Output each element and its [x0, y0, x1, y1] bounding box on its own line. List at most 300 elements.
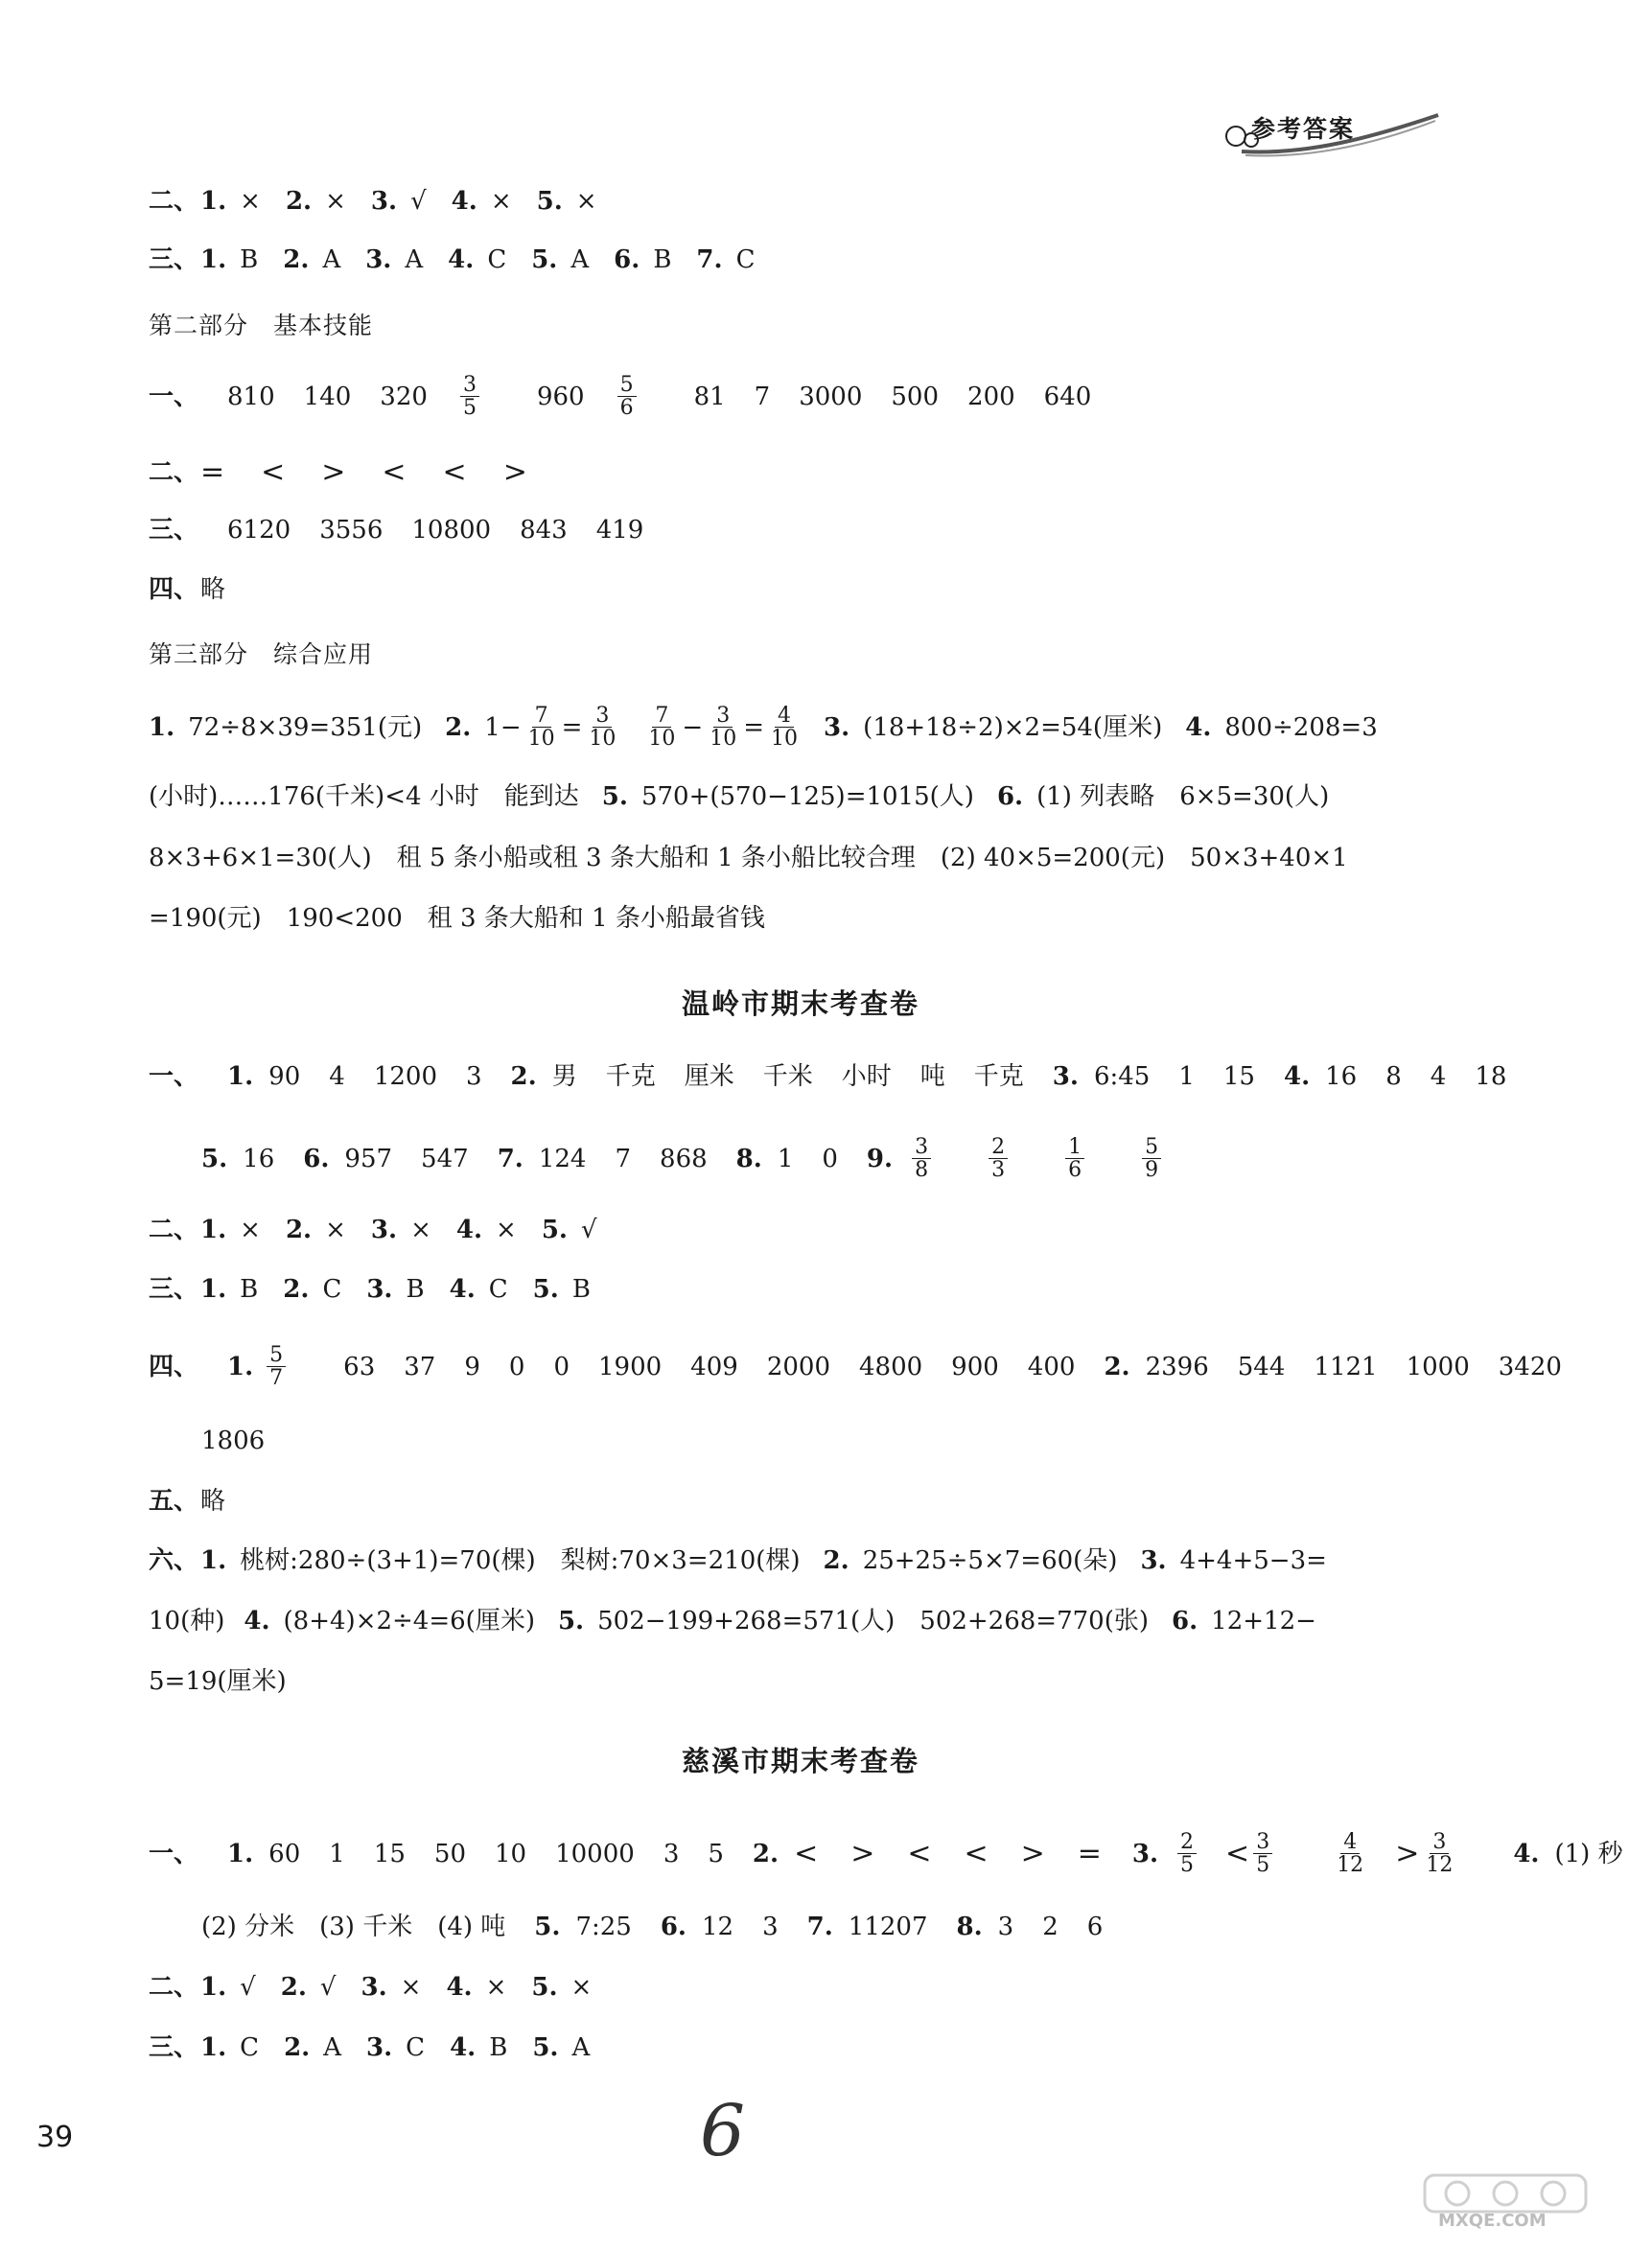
answer-text: 7 — [754, 382, 771, 411]
fraction — [1334, 1831, 1395, 1876]
answer-text: 810 — [227, 382, 275, 411]
answer-text: A — [323, 2033, 342, 2062]
answer-text: 1121 — [1314, 1352, 1378, 1381]
wenling-si-row1 — [149, 1344, 1591, 1389]
section-title-wenling: 温岭市期末考查卷 — [681, 987, 919, 1020]
answer-text: 4. — [446, 1973, 473, 2002]
wenling-liu-row2 — [149, 1609, 1316, 1634]
answer-text: 3. — [1052, 1062, 1079, 1091]
answer-text: 3 — [593, 705, 612, 728]
answer-text: 千克 — [973, 1062, 1024, 1091]
answer-text: 12+12− — [1211, 1607, 1316, 1635]
answer-text: B — [406, 1275, 425, 1304]
answer-text: 10(种) — [149, 1607, 225, 1635]
answer-text: 3556 — [319, 516, 384, 545]
answer-text: 3 — [713, 705, 733, 728]
answer-item — [696, 247, 755, 272]
answer-text: 9. — [866, 1144, 894, 1173]
answer-text: 5 — [1142, 1136, 1161, 1159]
answer-text: 6 — [1086, 1913, 1104, 1941]
answer-text: 16 — [1325, 1062, 1358, 1091]
answer-text: 547 — [421, 1144, 469, 1173]
part3-line3 — [149, 846, 1348, 870]
answer-item — [200, 1277, 258, 1302]
answer-text: 10 — [648, 727, 676, 752]
answer-item — [200, 189, 261, 214]
part3-line1 — [149, 705, 1378, 750]
answer-item — [365, 247, 423, 272]
answer-text: 二、 — [149, 1216, 199, 1244]
section-title-cixi: 慈溪市期末考查卷 — [681, 1745, 919, 1777]
answer-text: 12 — [1426, 1853, 1454, 1878]
part3-line4 — [149, 906, 765, 931]
answer-text: 4. — [1283, 1062, 1311, 1091]
answer-text: 2. — [752, 1839, 779, 1868]
answer-text: 7 — [615, 1144, 632, 1173]
answer-text: 63 — [343, 1352, 376, 1381]
answer-item — [542, 1218, 597, 1242]
answer-text: 略 — [200, 1487, 226, 1516]
answer-text: 6. — [660, 1913, 686, 1941]
answer-text: 4. — [1185, 712, 1212, 742]
answer-text: 409 — [690, 1352, 738, 1381]
wenling-yi-row1 — [149, 1064, 1535, 1089]
answer-text: B — [240, 245, 259, 274]
answer-text: A — [570, 245, 590, 274]
answer-text: 6 — [619, 396, 634, 421]
answer-text: × — [325, 1216, 346, 1244]
fraction — [1177, 1831, 1225, 1876]
answer-text: 0 — [508, 1352, 525, 1381]
answer-text: 1. — [200, 245, 227, 274]
answer-item — [531, 247, 589, 272]
answer-text: C — [406, 2033, 426, 2062]
answer-text: 吨 — [919, 1062, 945, 1091]
answer-text: 502−199+268=571(人) 502+268=770(张) — [597, 1607, 1150, 1635]
answer-text: 6120 — [227, 516, 291, 545]
answer-text: 二、 — [149, 1973, 199, 2002]
answer-text: 640 — [1043, 382, 1092, 411]
answer-text: 二、 — [149, 458, 199, 487]
answer-item — [200, 1975, 256, 2000]
answer-item — [200, 247, 258, 272]
answer-text: 3 — [1253, 1831, 1272, 1854]
answer-text: 10800 — [411, 516, 492, 545]
answer-text: C — [322, 1275, 342, 1304]
answer-item — [531, 1975, 592, 2000]
answer-item — [366, 2035, 425, 2060]
answer-text: 4. — [450, 2033, 477, 2062]
fraction — [707, 705, 739, 750]
answer-text: 5. — [541, 1216, 568, 1244]
answer-text: 5. — [532, 2033, 559, 2062]
answer-item — [537, 189, 597, 214]
answer-text: 四、 — [149, 575, 199, 604]
answer-text: 1. — [200, 2033, 227, 2062]
answer-text: 16 — [243, 1144, 275, 1173]
answer-text: 960 — [536, 382, 585, 411]
fraction — [645, 705, 678, 750]
answer-text: A — [571, 2033, 591, 2062]
fraction — [1065, 1136, 1113, 1181]
fraction — [1142, 1136, 1190, 1181]
answer-text: (18+18÷2)×2=54(厘米) — [863, 712, 1163, 742]
answer-text: A — [322, 245, 341, 274]
answer-text: 3. — [366, 1275, 393, 1304]
answer-text: 500 — [891, 382, 940, 411]
answer-text: 千克 — [605, 1062, 656, 1091]
answer-text: 1. — [227, 1062, 254, 1091]
answer-item — [371, 1218, 431, 1242]
answer-text: 4. — [1513, 1839, 1540, 1868]
answer-text: 1806 — [201, 1427, 266, 1455]
answer-item — [200, 2035, 259, 2060]
answer-text: 6. — [303, 1144, 330, 1173]
answer-text: 72÷8×39=351(元) — [188, 712, 423, 742]
wenling-er-row — [149, 1218, 622, 1242]
answer-text: 8×3+6×1=30(人) 租 5 条小船或租 3 条大船和 1 条小船比较合理 (2) 40×5=200(元) 50×3+40×1 — [149, 844, 1348, 872]
top-san-row — [149, 247, 779, 272]
top-er-row — [149, 189, 622, 214]
answer-text: 3 — [912, 1136, 931, 1159]
answer-text: 1− — [484, 712, 522, 742]
answer-text: = — [561, 712, 583, 742]
answer-text: B — [571, 1275, 591, 1304]
answer-text: 18 — [1475, 1062, 1507, 1091]
answer-text: 男 — [551, 1062, 577, 1091]
answer-text: 5. — [534, 1913, 561, 1941]
answer-text: 9 — [464, 1352, 480, 1381]
answer-text: 4. — [451, 187, 477, 216]
answer-text: 10 — [495, 1839, 527, 1868]
answer-text: 5 — [1256, 1853, 1270, 1878]
answer-text: 3 — [663, 1839, 680, 1868]
answer-text: 50 — [433, 1839, 466, 1868]
answer-text: 7. — [806, 1913, 833, 1941]
answer-text: 5. — [531, 1973, 558, 2002]
answer-item — [533, 1277, 591, 1302]
answer-text: 五、 — [149, 1487, 199, 1516]
answer-text: B — [240, 1275, 259, 1304]
answer-text: 3 — [991, 1158, 1006, 1183]
answer-text: 5. — [601, 782, 628, 811]
answer-text: 8. — [956, 1913, 983, 1941]
answer-text: 10 — [710, 727, 737, 752]
answer-text: 3 — [1430, 1831, 1449, 1854]
fraction — [912, 1136, 960, 1181]
watermark-text: MXQE.COM — [1438, 2211, 1547, 2231]
answer-item — [532, 2035, 590, 2060]
answer-text: 略 — [200, 575, 226, 604]
answer-text: × — [570, 1973, 593, 2002]
answer-text: 7 — [532, 705, 551, 728]
answer-text: 4 — [1430, 1062, 1447, 1091]
answer-item — [371, 189, 427, 214]
answer-text: 4 — [329, 1062, 345, 1091]
answer-text: 7:25 — [575, 1913, 632, 1941]
fraction — [460, 374, 508, 419]
answer-text: 一、 — [149, 1062, 199, 1091]
answer-text: √ — [580, 1216, 597, 1244]
answer-text: B — [653, 245, 672, 274]
part2-san-row — [149, 518, 672, 543]
answer-text: 3 — [997, 1913, 1014, 1941]
answer-text: 1. — [200, 1216, 227, 1244]
answer-text: C — [240, 2033, 260, 2062]
answer-item — [283, 247, 340, 272]
answer-text: C — [488, 1275, 508, 1304]
fraction — [1423, 1831, 1484, 1876]
answer-text: C — [735, 245, 756, 274]
wenling-liu-row3 — [149, 1669, 287, 1694]
answer-text: 2. — [1104, 1352, 1130, 1381]
answer-text: 3. — [370, 1216, 398, 1244]
answer-text: 37 — [404, 1352, 436, 1381]
answer-text: 3000 — [799, 382, 863, 411]
fraction — [267, 1344, 314, 1389]
answer-text: 3 — [762, 1913, 779, 1941]
answer-text: 2. — [445, 712, 472, 742]
answer-text: C — [487, 245, 507, 274]
answer-item — [281, 1975, 337, 2000]
answer-text: 桃树:280÷(3+1)=70(棵) 梨树:70×3=210(棵) — [240, 1546, 801, 1575]
answer-text: 4. — [449, 1275, 476, 1304]
answer-badge-text: 参考答案 — [1251, 115, 1356, 143]
answer-text: 2. — [285, 1216, 313, 1244]
answer-text: 3. — [370, 187, 398, 216]
cixi-san-row — [149, 2035, 615, 2060]
answer-text: 544 — [1237, 1352, 1286, 1381]
answer-text: 3. — [1131, 1839, 1159, 1868]
cixi-yi-row1 — [149, 1831, 1652, 1876]
answer-text: 15 — [373, 1839, 406, 1868]
answer-text: 10000 — [555, 1839, 635, 1868]
answer-text: 3. — [824, 712, 850, 742]
part2-yi-row — [149, 374, 1120, 419]
answer-text: 9 — [1145, 1158, 1159, 1183]
answer-text: 140 — [303, 382, 352, 411]
answer-text: 3. — [1140, 1546, 1167, 1575]
answer-text: × — [490, 187, 512, 216]
answer-text: 3 — [465, 1062, 482, 1091]
part2-si-row — [149, 577, 225, 602]
answer-text: × — [400, 1973, 422, 2002]
answer-text: 200 — [967, 382, 1015, 411]
answer-text: 4 — [775, 705, 794, 728]
answer-text: 一、 — [149, 1839, 199, 1868]
answer-item — [286, 189, 346, 214]
answer-text: 5. — [536, 187, 563, 216]
answer-text: 2 — [989, 1136, 1008, 1159]
answer-text: 15 — [1222, 1062, 1255, 1091]
answer-item — [284, 2035, 341, 2060]
section-heading-part2: 第二部分 基本技能 — [149, 312, 374, 339]
answer-text: 320 — [380, 382, 428, 411]
answer-text: 3 — [460, 374, 479, 397]
answer-text: = — [743, 712, 765, 742]
answer-text: 8 — [915, 1158, 929, 1183]
answer-text: < > < < > = — [794, 1836, 1104, 1870]
answer-text: 843 — [520, 516, 568, 545]
row-label: 二、 — [149, 187, 199, 216]
fraction — [1253, 1831, 1301, 1876]
answer-text: (小时)……176(千米)<4 小时 能到达 — [149, 782, 579, 811]
answer-text: × — [410, 1216, 431, 1244]
answer-text: − — [682, 712, 704, 742]
answer-text: (8+4)×2÷4=6(厘米) — [283, 1607, 535, 1635]
answer-text: < — [1225, 1836, 1250, 1870]
answer-text: 1. — [200, 187, 227, 216]
fraction — [617, 374, 665, 419]
answer-text: 60 — [268, 1839, 301, 1868]
answer-text: 8. — [735, 1144, 762, 1173]
answer-text: 90 — [268, 1062, 301, 1091]
answer-text: 1. — [227, 1839, 254, 1868]
answer-text: 一、 — [149, 382, 199, 411]
answer-text: 7 — [269, 1366, 284, 1391]
answer-text: × — [496, 1216, 517, 1244]
answer-text: 六、 — [149, 1546, 199, 1575]
answer-text: × — [240, 1216, 261, 1244]
answer-text: 419 — [595, 516, 644, 545]
answer-text: 6. — [996, 782, 1024, 811]
answer-text: 2. — [823, 1546, 849, 1575]
answer-text: 10 — [527, 727, 555, 752]
answer-text: 1. — [200, 1546, 227, 1575]
answer-item — [286, 1218, 346, 1242]
fraction — [989, 1136, 1036, 1181]
answer-text: 570+(570−125)=1015(人) — [640, 782, 974, 811]
answer-text: 5. — [531, 245, 558, 274]
part3-line2 — [149, 784, 1329, 809]
answer-text: √ — [410, 187, 427, 216]
answer-text: 800÷208=3 — [1224, 712, 1378, 742]
answer-text: 4800 — [858, 1352, 923, 1381]
answer-text: 124 — [538, 1144, 587, 1173]
answer-text: 厘米 — [684, 1062, 734, 1091]
answer-text: 7. — [497, 1144, 524, 1173]
answer-text: 5 — [267, 1344, 286, 1367]
answer-text: 4 — [1340, 1831, 1360, 1854]
answer-text: 1900 — [598, 1352, 663, 1381]
answer-text: (1) 列表略 6×5=30(人) — [1036, 782, 1330, 811]
answer-text: × — [485, 1973, 507, 2002]
answer-text: > — [1395, 1836, 1420, 1870]
answer-item — [614, 247, 671, 272]
answer-text: 1 — [777, 1144, 794, 1173]
answer-text: 5 — [1180, 1853, 1195, 1878]
answer-text: 5 — [462, 396, 477, 421]
answer-item — [200, 1218, 261, 1242]
wenling-si-row2 — [201, 1428, 265, 1453]
answer-item — [450, 1277, 508, 1302]
answer-text: × — [325, 187, 346, 216]
answer-text: 1. — [200, 1275, 227, 1304]
answer-text: 2. — [283, 1275, 310, 1304]
answer-text: 25+25÷5×7=60(朵) — [862, 1546, 1118, 1575]
answer-text: 12 — [702, 1913, 734, 1941]
answer-text: 小时 — [841, 1062, 892, 1091]
answer-item — [448, 247, 506, 272]
answer-text: 7 — [652, 705, 671, 728]
fraction — [768, 705, 801, 750]
wenling-liu-row1 — [149, 1548, 1327, 1573]
cixi-er-row — [149, 1975, 617, 2000]
cixi-yi-row2 — [201, 1914, 1131, 1939]
answer-text: 868 — [660, 1144, 708, 1173]
answer-text: 5 — [617, 374, 637, 397]
answer-text: 1200 — [373, 1062, 437, 1091]
answer-text: 4. — [244, 1607, 270, 1635]
answer-item — [361, 1975, 421, 2000]
answer-text: √ — [319, 1973, 337, 2002]
wenling-san-row — [149, 1277, 616, 1302]
answer-text: 1 — [329, 1839, 345, 1868]
answer-text: 三、 — [149, 516, 199, 545]
answer-text: 2. — [510, 1062, 537, 1091]
answer-text: 千米 — [762, 1062, 813, 1091]
answer-text: 2000 — [766, 1352, 830, 1381]
answer-text: 四、 — [149, 1352, 199, 1381]
answer-text: × — [240, 187, 261, 216]
answer-text: (2) 分米 (3) 千米 (4) 吨 — [201, 1913, 506, 1941]
answer-item — [450, 2035, 507, 2060]
answer-text: 12 — [1337, 1853, 1364, 1878]
answer-text: 2396 — [1145, 1352, 1209, 1381]
answer-text: 5 — [708, 1839, 724, 1868]
answer-text: 三、 — [149, 2033, 199, 2062]
answer-item — [452, 189, 512, 214]
answer-text: 6. — [614, 245, 640, 274]
answer-text: 2 — [1177, 1831, 1197, 1854]
answer-text: 4. — [448, 245, 475, 274]
answer-text: 1 — [1178, 1062, 1195, 1091]
answer-text: 1. — [227, 1352, 254, 1381]
answer-item — [446, 1975, 506, 2000]
answer-text: 1. — [200, 1973, 227, 2002]
section-heading-part3: 第三部分 综合应用 — [149, 640, 374, 668]
answer-text: 5. — [201, 1144, 228, 1173]
answer-text: 1. — [149, 712, 175, 742]
answer-text: 5. — [532, 1275, 559, 1304]
answer-text: 4. — [455, 1216, 483, 1244]
answer-text: 4+4+5−3= — [1179, 1546, 1327, 1575]
part2-er-row — [149, 455, 531, 489]
answer-text: √ — [240, 1973, 256, 2002]
answer-text: 2 — [1042, 1913, 1059, 1941]
handwritten-mark: 6 — [700, 2090, 746, 2172]
answer-item — [283, 1277, 341, 1302]
page-number: 39 — [36, 2121, 74, 2154]
answer-text: 11207 — [848, 1913, 928, 1941]
answer-text: 2. — [280, 1973, 307, 2002]
wenling-wu-row — [149, 1489, 225, 1514]
answer-text: 0 — [822, 1144, 838, 1173]
answer-text: 2. — [284, 2033, 311, 2062]
answer-text: 1 — [1065, 1136, 1084, 1159]
answer-text: 1000 — [1406, 1352, 1470, 1381]
answer-text: (1) 秒 — [1554, 1839, 1623, 1868]
answer-text: 6. — [1172, 1607, 1198, 1635]
answer-item — [366, 1277, 424, 1302]
answer-text: × — [575, 187, 597, 216]
answer-text: B — [489, 2033, 508, 2062]
answer-text: 81 — [693, 382, 726, 411]
answer-text: 3. — [361, 1973, 387, 2002]
answer-text: 三、 — [149, 1275, 199, 1304]
fraction — [586, 705, 618, 750]
row-label: 三、 — [149, 245, 199, 274]
